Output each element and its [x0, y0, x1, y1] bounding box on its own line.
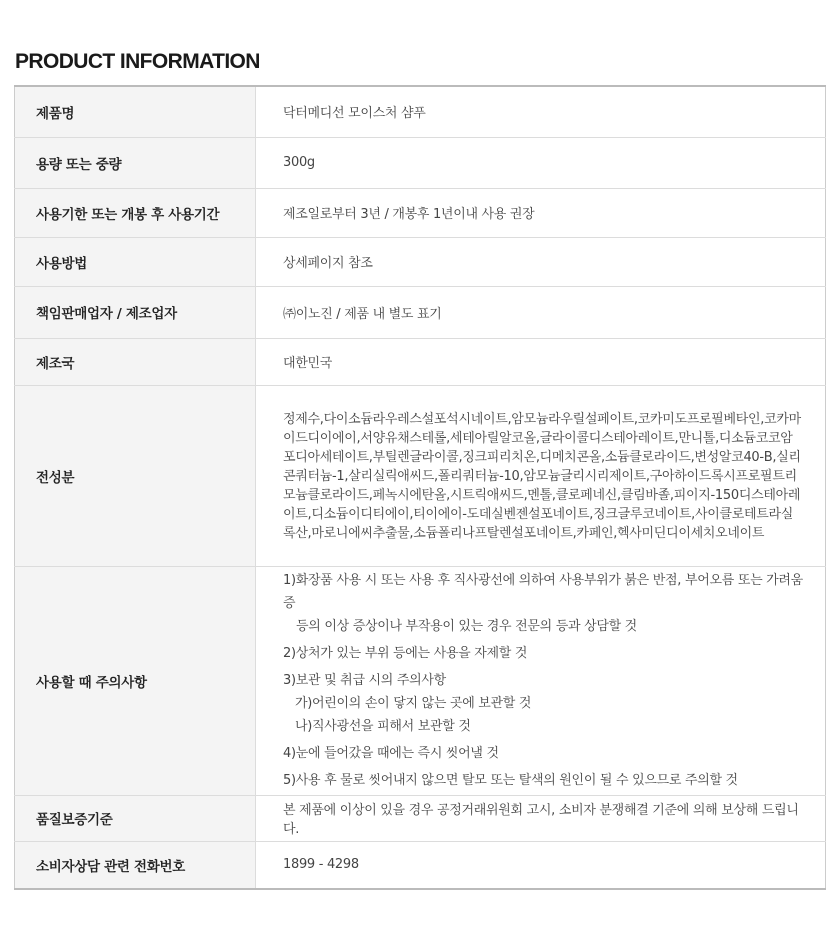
row-label-phone: 소비자상담 관련 전화번호 — [15, 841, 256, 889]
table-row — [15, 86, 826, 137]
row-label-product-name: 제품명 — [15, 86, 256, 137]
caution-item-1-continued: 등의 이상 증상이나 부작용이 있는 경우 전문의 등과 상담할 것 — [296, 619, 637, 634]
row-label-country: 제조국 — [15, 338, 256, 385]
page-title: PRODUCT INFORMATION — [15, 50, 260, 73]
table-row — [15, 385, 826, 566]
caution-item-4: 4)눈에 들어갔을 때에는 즉시 씻어낼 것 — [283, 746, 499, 761]
row-label-manufacturer: 책임판매업자 / 제조업자 — [15, 286, 256, 338]
row-value-cautions — [256, 566, 826, 795]
row-value-quality: 본 제품에 이상이 있을 경우 공정거래위원회 고시, 소비자 분쟁해결 기준에 의해 보상해 드립니다. — [256, 795, 826, 841]
caution-item-1: 1)화장품 사용 시 또는 사용 후 직사광선에 의하여 사용부위가 붉은 반점, 부어오름 또는 가려움증 — [283, 573, 803, 611]
table-row — [15, 237, 826, 286]
row-value-manufacturer: ㈜이노진 / 제품 내 별도 표기 — [256, 286, 826, 338]
row-label-expiry: 사용기한 또는 개봉 후 사용기간 — [15, 188, 256, 237]
caution-item-3-sub-1: 가)어린이의 손이 닿지 않는 곳에 보관할 것 — [295, 696, 532, 711]
row-label-usage: 사용방법 — [15, 237, 256, 286]
row-value-country: 대한민국 — [256, 338, 826, 385]
row-value-expiry: 제조일로부터 3년 / 개봉후 1년이내 사용 권장 — [256, 188, 826, 237]
row-label-cautions: 사용할 때 주의사항 — [15, 566, 256, 795]
table-row — [15, 338, 826, 385]
row-value-product-name: 닥터메디선 모이스처 샴푸 — [256, 86, 826, 137]
caution-item-3: 3)보관 및 취급 시의 주의사항 — [283, 673, 446, 688]
row-label-ingredients: 전성분 — [15, 385, 256, 566]
table-row — [15, 188, 826, 237]
table-row — [15, 566, 826, 795]
row-label-volume: 용량 또는 중량 — [15, 137, 256, 188]
product-info-table — [14, 85, 826, 890]
row-value-usage: 상세페이지 참조 — [256, 237, 826, 286]
table-row — [15, 137, 826, 188]
row-value-phone: 1899 - 4298 — [283, 857, 359, 873]
caution-item-3-sub-2: 나)직사광선을 피해서 보관할 것 — [295, 719, 471, 734]
row-value-volume: 300g — [256, 137, 826, 188]
table-row — [15, 286, 826, 338]
caution-item-5: 5)사용 후 물로 씻어내지 않으면 탈모 또는 탈색의 원인이 될 수 있으므로 주의할 것 — [283, 773, 738, 788]
row-value-ingredients — [256, 385, 826, 566]
table-row — [15, 841, 826, 889]
caution-item-2: 2)상처가 있는 부위 등에는 사용을 자제할 것 — [283, 646, 528, 661]
row-label-quality: 품질보증기준 — [15, 795, 256, 841]
table-row — [15, 795, 826, 841]
ingredients-text: 정제수,다이소듐라우레스설포석시네이트,암모늄라우릴설페이트,코카미도프로필베타인,코카마이드디이에이,서양유채스테롤,세테아릴알코올,글라이콜디스테아레이트,만니톨,디소듐코코암포디아세테이트,부틸렌글라이콜,징크피리치온,디메치콘올,소듐클로라이드,변성알코40-B,실리콘쿼터늄-1,살리실릭애씨드,폴리쿼터늄-10,암모늄글리시리제이트,구아하이드록시프로필트리모늄클로라이드,페녹시에탄올,시트릭애씨드,멘톨,클로페네신,클림바졸,피이지-150디스테아레이트,디소듐이디티에이,티이에이-도데실벤젠설포네이트,징크글루코네이트,사이클로테트라실록산,마로니에씨추출물,소듐폴리나프탈렌설포네이트,카페인,헥사미딘디이세치오네이트 — [283, 412, 801, 541]
